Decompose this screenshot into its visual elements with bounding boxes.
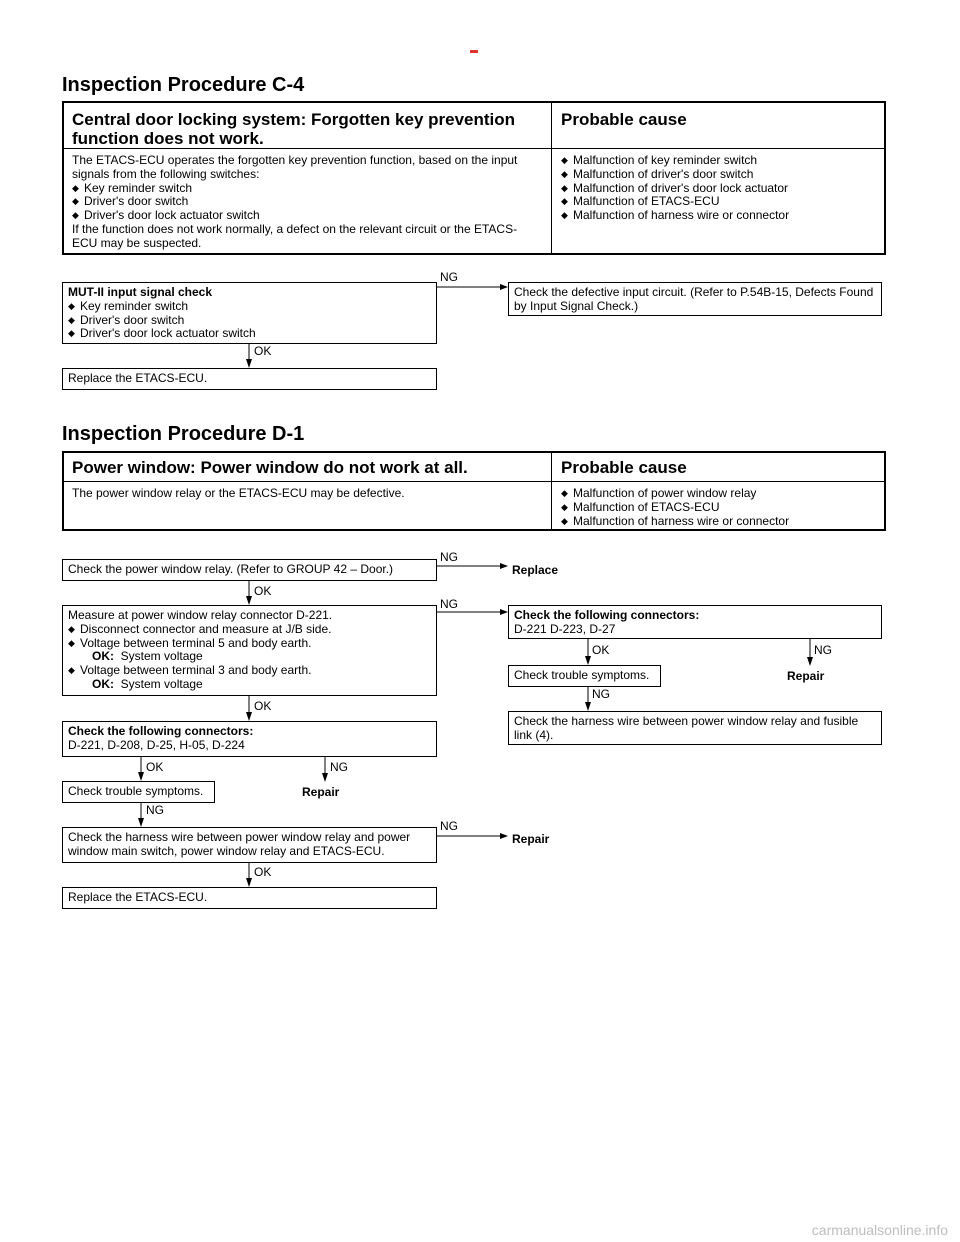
d1-measure-connector: Measure at power window relay connector D-221. ◆ Disconnect connector and measure at J/B side. ◆ Voltage between terminal 5 and body earth. OK: System voltage ◆ Voltage between terminal 3 and body earth. OK: System voltage bbox=[62, 605, 437, 696]
arrowhead-d1-step2-ok bbox=[246, 712, 252, 721]
d1-replace-relay: Replace bbox=[512, 563, 559, 577]
d1-causes: ◆ Malfunction of power window relay ◆ Malfunction of ETACS-ECU ◆ Malfunction of harness wire or connector bbox=[561, 487, 881, 528]
c4-ok-label: OK bbox=[254, 344, 272, 358]
d1-step1-ok: OK bbox=[254, 584, 272, 598]
d1-right-check-connectors: Check the following connectors: D-221 D-223, D-27 bbox=[508, 605, 882, 639]
arrowhead-d1-step1-ok bbox=[246, 596, 252, 605]
d1-step4-ng: NG bbox=[440, 819, 458, 833]
c4-replace-ecu: Replace the ETACS-ECU. bbox=[62, 368, 437, 390]
d1-cause-header: Probable cause bbox=[561, 458, 687, 477]
arrowhead-d1-step4-ok bbox=[246, 878, 252, 887]
arrowhead-d1-step1-ng bbox=[500, 563, 508, 569]
arrowhead-d1-step4-ng bbox=[500, 833, 508, 839]
c4-defective-input-circuit: Check the defective input circuit. (Refer to P.54B-15, Defects Found by Input Signal Check.) bbox=[508, 282, 882, 316]
arrowhead-d1-trouble-ng bbox=[138, 818, 144, 827]
d1-step3-repair: Repair bbox=[302, 785, 340, 799]
d1-step1-ng: NG bbox=[440, 550, 458, 564]
watermark: carmanualsonline.info bbox=[811, 1222, 948, 1238]
c4-symptom: Central door locking system: Forgotten key prevention function does not work. bbox=[72, 110, 516, 148]
d1-step3-ok: OK bbox=[146, 760, 164, 774]
d1-replace-ecu: Replace the ETACS-ECU. bbox=[62, 887, 437, 909]
d1-right-ok: OK bbox=[592, 643, 610, 657]
d1-heading: Inspection Procedure D-1 bbox=[62, 423, 305, 445]
d1-right-repair: Repair bbox=[787, 669, 825, 683]
arrowhead-d1-step3-ng bbox=[322, 773, 328, 782]
d1-step2-ng: NG bbox=[440, 597, 458, 611]
d1-harness-check: Check the harness wire between power window relay and power window main switch, power window relay and ETACS-ECU. bbox=[62, 827, 437, 863]
d1-check-connectors: Check the following connectors: D-221, D-208, D-25, H-05, D-224 bbox=[62, 721, 437, 757]
arrowhead-c4-ok bbox=[246, 359, 252, 368]
arrowhead-d1-step2-ng bbox=[500, 609, 508, 615]
d1-step4-ok: OK bbox=[254, 865, 272, 879]
c4-input-signal-check: MUT-II input signal check ◆ Key reminder switch ◆ Driver's door switch ◆ Driver's door lock actuator switch bbox=[62, 282, 437, 344]
d1-description: The power window relay or the ETACS-ECU may be defective. bbox=[72, 486, 405, 500]
d1-symptom: Power window: Power window do not work at all. bbox=[72, 458, 468, 477]
c4-heading: Inspection Procedure C-4 bbox=[62, 74, 305, 96]
d1-right-ng: NG bbox=[814, 643, 832, 657]
d1-right-trouble-ng: NG bbox=[592, 687, 610, 701]
c4-causes: ◆ Malfunction of key reminder switch ◆ Malfunction of driver's door switch ◆ Malfunction of driver's door lock actuator ◆ Malfunction of ETACS-ECU ◆ Malfunction of harness wire or connector bbox=[561, 154, 881, 223]
d1-check-relay: Check the power window relay. (Refer to GROUP 42 – Door.) bbox=[62, 559, 437, 581]
d1-trouble-symptoms: Check trouble symptoms. bbox=[62, 781, 215, 803]
c4-description: The ETACS-ECU operates the forgotten key prevention function, based on the input signals from the following switches: ◆ Key reminder switch ◆ Driver's door switch ◆ Driver's door lock actuator switch If the function does not work normally, a defect on the relevant circuit or the ETACS-ECU may be suspected. bbox=[72, 154, 542, 251]
d1-right-harness-check: Check the harness wire between power window relay and fusible link (4). bbox=[508, 711, 882, 745]
c4-ng-label: NG bbox=[440, 270, 458, 284]
d1-step4-repair: Repair bbox=[512, 832, 550, 846]
arrowhead-d1-step3-ok bbox=[138, 772, 144, 781]
arrowhead-c4-ng bbox=[500, 284, 508, 290]
arrowhead-d1-right-ng bbox=[807, 657, 813, 666]
arrowhead-d1-right-ok bbox=[585, 656, 591, 665]
d1-step3-ng: NG bbox=[330, 760, 348, 774]
d1-right-trouble-symptoms: Check trouble symptoms. bbox=[508, 665, 661, 687]
d1-trouble-ng: NG bbox=[146, 803, 164, 817]
arrowhead-d1-right-trouble-ng bbox=[585, 702, 591, 711]
c4-cause-header: Probable cause bbox=[561, 110, 687, 129]
d1-step2-ok: OK bbox=[254, 699, 272, 713]
